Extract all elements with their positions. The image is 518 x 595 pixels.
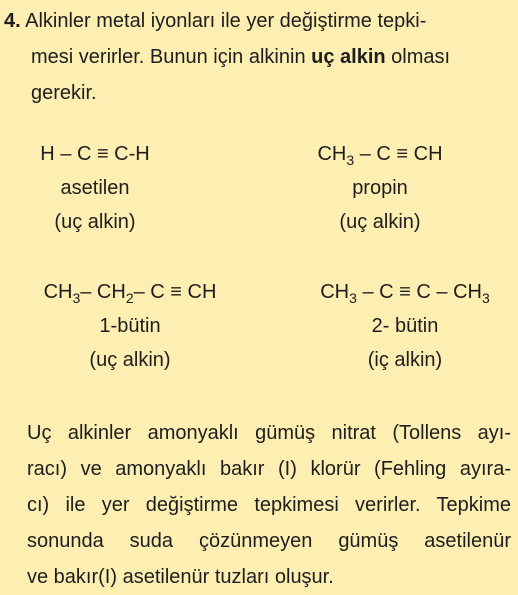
- formula-subscript: 2: [125, 290, 134, 306]
- molecule-formula: [30, 275, 230, 309]
- intro-line-3: gerekir.: [31, 82, 97, 104]
- question-intro: [4, 3, 512, 111]
- question-number: 4.: [4, 10, 21, 32]
- molecule-propyne: [305, 137, 455, 239]
- formula-text: – C ≡ C – CH: [356, 281, 482, 303]
- formula-text: CH: [43, 281, 73, 303]
- molecule-formula: [305, 275, 505, 309]
- formula-text: – CH: [80, 281, 126, 303]
- paragraph-line: cı) ile yer değiştirme tepkimesi verirler. Tepkime: [27, 494, 511, 516]
- intro-line-1: Alkinler metal iyonları ile yer değiştirme tepki-: [25, 10, 427, 32]
- formula-subscript: 3: [72, 290, 81, 306]
- formula-text: – C ≡ CH: [354, 143, 443, 165]
- intro-line-2-start: mesi verirler. Bunun için alkinin: [31, 46, 312, 68]
- molecule-type: (uç alkin): [54, 211, 136, 233]
- paragraph-line: ve bakır(I) asetilenür tuzları oluşur.: [27, 566, 334, 588]
- formula-text: H – C ≡ C-H: [40, 143, 150, 165]
- explanation-paragraph: [27, 415, 511, 595]
- molecule-formula: [30, 137, 160, 171]
- paragraph-line: racı) ve amonyaklı bakır (I) klorür (Fehling ayıra-: [27, 458, 511, 480]
- molecule-name: 2- bütin: [371, 315, 439, 337]
- molecule-type: (uç alkin): [89, 349, 171, 371]
- molecule-name: asetilen: [60, 177, 130, 199]
- formula-text: – C ≡ CH: [133, 281, 217, 303]
- formula-subscript: 3: [349, 290, 357, 306]
- paragraph-line: Uç alkinler amonyaklı gümüş nitrat (Tollens ayı-: [27, 422, 511, 444]
- molecule-formula: [305, 137, 455, 171]
- paragraph-line: sonunda suda çözünmeyen gümüş asetilenür: [27, 530, 511, 552]
- intro-line-2-end: olması: [385, 46, 451, 68]
- molecule-1-butyne: [30, 275, 230, 377]
- formula-subscript: 3: [481, 290, 490, 306]
- molecule-name: propin: [352, 177, 408, 199]
- formula-text: CH: [320, 281, 350, 303]
- molecule-name: 1-bütin: [99, 315, 161, 337]
- molecule-acetylene: [30, 137, 160, 239]
- intro-bold-term: uç alkin: [311, 46, 386, 68]
- intro-line-2: [4, 39, 512, 75]
- molecule-2-butyne: [305, 275, 505, 377]
- formula-text: CH: [317, 143, 347, 165]
- molecule-type: (uç alkin): [339, 211, 421, 233]
- formula-subscript: 3: [346, 152, 355, 168]
- molecule-type: (iç alkin): [367, 349, 443, 371]
